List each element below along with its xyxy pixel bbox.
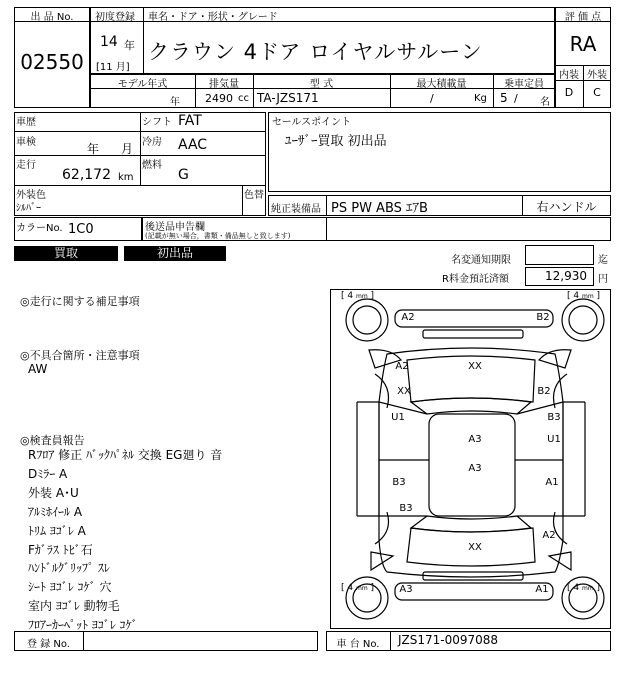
interior-label: 内装 [559, 70, 579, 81]
inspector-line: 室内 ﾖｺﾞﾚ 動物毛 [28, 599, 120, 614]
name-change-unit: 迄 [598, 255, 608, 266]
max-load: / [430, 92, 434, 105]
tab-first-listing: 初出品 [124, 246, 226, 261]
damage-door-front-left: U1 [391, 412, 405, 423]
model-year-unit: 年 [170, 97, 180, 108]
first-reg-month: [11 月] [96, 62, 130, 73]
ac-label: 冷房 [142, 137, 162, 148]
tab-buy: 買取 [14, 246, 118, 261]
inspector-line: Dﾐﾗｰ A [28, 466, 68, 481]
grade-label: 評 価 点 [564, 12, 602, 23]
tire-depth-rear-left: [ 4 mm ] [341, 583, 375, 593]
docs-note: (記載が無い場合，書類・備品無しと致します) [145, 232, 291, 240]
inspector-line: Fｶﾞﾗｽ ﾄﾋﾞ石 [28, 542, 93, 557]
damage-front-bumper-right: B2 [536, 312, 550, 323]
ext-color: ｼﾙﾊﾞｰ [16, 203, 41, 214]
damage-door-front-right-2: U1 [547, 434, 561, 445]
defects: AW [28, 362, 48, 376]
fuel-label: 燃料 [142, 160, 162, 171]
fuel: G [178, 167, 189, 183]
exterior-label: 外装 [587, 70, 607, 81]
max-load-label: 最大積載量 [416, 79, 467, 90]
inspector-line: ｱﾙﾐﾎｲｰﾙ A [28, 504, 83, 519]
registration-label: 登 録 No. [27, 639, 70, 650]
displacement-unit: cc [238, 93, 249, 104]
sales-point-label: セールスポイント [272, 117, 352, 128]
car-name: クラウン 4ドア ロイヤルサルーン [148, 40, 483, 64]
inspector-lines [28, 446, 222, 635]
damage-rear-bumper-right: A1 [535, 584, 549, 595]
first-reg-year: 14 [100, 34, 118, 50]
damage-trunk: XX [468, 542, 482, 553]
interior-grade: D [564, 86, 574, 99]
displacement: 2490 [205, 92, 233, 105]
color-no: 1C0 [68, 222, 94, 237]
recycle-label: R料金預託済額 [442, 274, 509, 285]
shaken-month-unit: 月 [121, 142, 134, 156]
first-reg-year-unit: 年 [124, 39, 135, 52]
capacity-label: 乗車定員 [504, 79, 544, 90]
damage-rear-bumper-left: A3 [399, 584, 413, 595]
capacity-unit: 名 [540, 97, 550, 108]
inspector-line: Rﾌﾛｱ 修正 ﾊﾞｯｸﾊﾟﾈﾙ 交換 EG廻り 音 [28, 448, 223, 462]
color-change-label: 色替 [244, 190, 264, 201]
damage-door-rear-left: B3 [392, 477, 406, 488]
equipment-label: 純正装備品 [271, 204, 321, 215]
damage-roof: A3 [468, 434, 482, 445]
capacity: 5 [500, 91, 508, 105]
mileage-label: 走行 [16, 160, 36, 171]
inspector-line: ﾌﾛｱｰｶｰﾍﾟｯﾄ ﾖｺﾞﾚ ｺｹﾞ [28, 618, 138, 633]
damage-door-rear-right: A1 [545, 477, 559, 488]
car-outline [331, 290, 610, 628]
tire-depth-front-left: [ 4 mm ] [341, 291, 375, 301]
equipment: PS PW ABS ｴｱB [331, 201, 428, 216]
inspector-line: ﾊﾝﾄﾞﾙｸﾞﾘｯﾌﾟ ｽﾚ [28, 561, 110, 576]
inspector-line: ﾄﾘﾑ ﾖｺﾞﾚ A [28, 523, 86, 538]
lot-number: 02550 [20, 50, 84, 74]
displacement-label: 排気量 [209, 79, 239, 90]
shift-label: シフト [142, 117, 172, 128]
model-code: TA-JZS171 [257, 91, 319, 105]
overall-grade: RA [569, 32, 597, 56]
driving-notes-title: ◎走行に関する補足事項 [20, 295, 140, 308]
docs-label: 後送品申告欄 [145, 222, 205, 233]
shaken-label: 車検 [16, 137, 36, 148]
exterior-grade: C [593, 86, 601, 99]
damage-fender-right: B2 [537, 386, 551, 397]
defects-title: ◎不具合箇所・注意事項 [20, 349, 140, 362]
tire-depth-rear-right: [ 4 mm ] [567, 583, 601, 593]
mileage-unit: km [118, 172, 134, 183]
damage-roof-2: A3 [468, 463, 482, 474]
model-year-label: モデル年式 [117, 79, 168, 90]
air-conditioner: AAC [178, 137, 208, 153]
shift: FAT [178, 113, 202, 129]
inspector-title: ◎検査員報告 [20, 434, 85, 447]
shaken-year-unit: 年 [87, 142, 100, 156]
recycle-amount: 12,930 [545, 269, 587, 283]
mileage: 62,172 [62, 167, 111, 183]
damage-hood: XX [468, 361, 482, 372]
damage-quarter-right: A2 [542, 530, 556, 541]
color-no-label: カラーNo. [16, 223, 63, 234]
history-label: 車歴 [16, 117, 36, 128]
name-change-label: 名変通知期限 [451, 255, 511, 266]
chassis-label: 車 台 No. [336, 639, 380, 650]
car-diagram [330, 289, 611, 629]
damage-fender-left: A2 [395, 361, 409, 372]
damage-door-front-right: B3 [547, 412, 561, 423]
steering-side: 右ハンドル [536, 200, 597, 214]
first-reg-label: 初度登録 [95, 12, 135, 23]
max-load-unit: Kg [474, 93, 487, 104]
damage-fender-left-2: XX [397, 386, 411, 397]
damage-front-bumper-left: A2 [401, 312, 415, 323]
damage-quarter-left: B3 [399, 503, 413, 514]
capacity-sep: / [514, 92, 518, 105]
tire-depth-front-right: [ 4 mm ] [567, 291, 601, 301]
lot-number-label: 出 品 No. [30, 12, 74, 23]
vehicle-name-label: 車名・ドア・形状・グレード [148, 12, 278, 23]
chassis-number: JZS171-0097088 [398, 633, 499, 647]
name-change-box [525, 245, 594, 265]
ext-color-label: 外装色 [16, 190, 46, 201]
sales-point: ﾕｰｻﾞｰ買取 初出品 [285, 134, 387, 149]
inspector-line: 外装 A･U [28, 485, 79, 500]
recycle-unit: 円 [598, 274, 608, 285]
inspector-line: ｼｰﾄ ﾖｺﾞﾚ ｺｹﾞ 穴 [28, 580, 112, 595]
model-label: 型 式 [309, 79, 334, 90]
